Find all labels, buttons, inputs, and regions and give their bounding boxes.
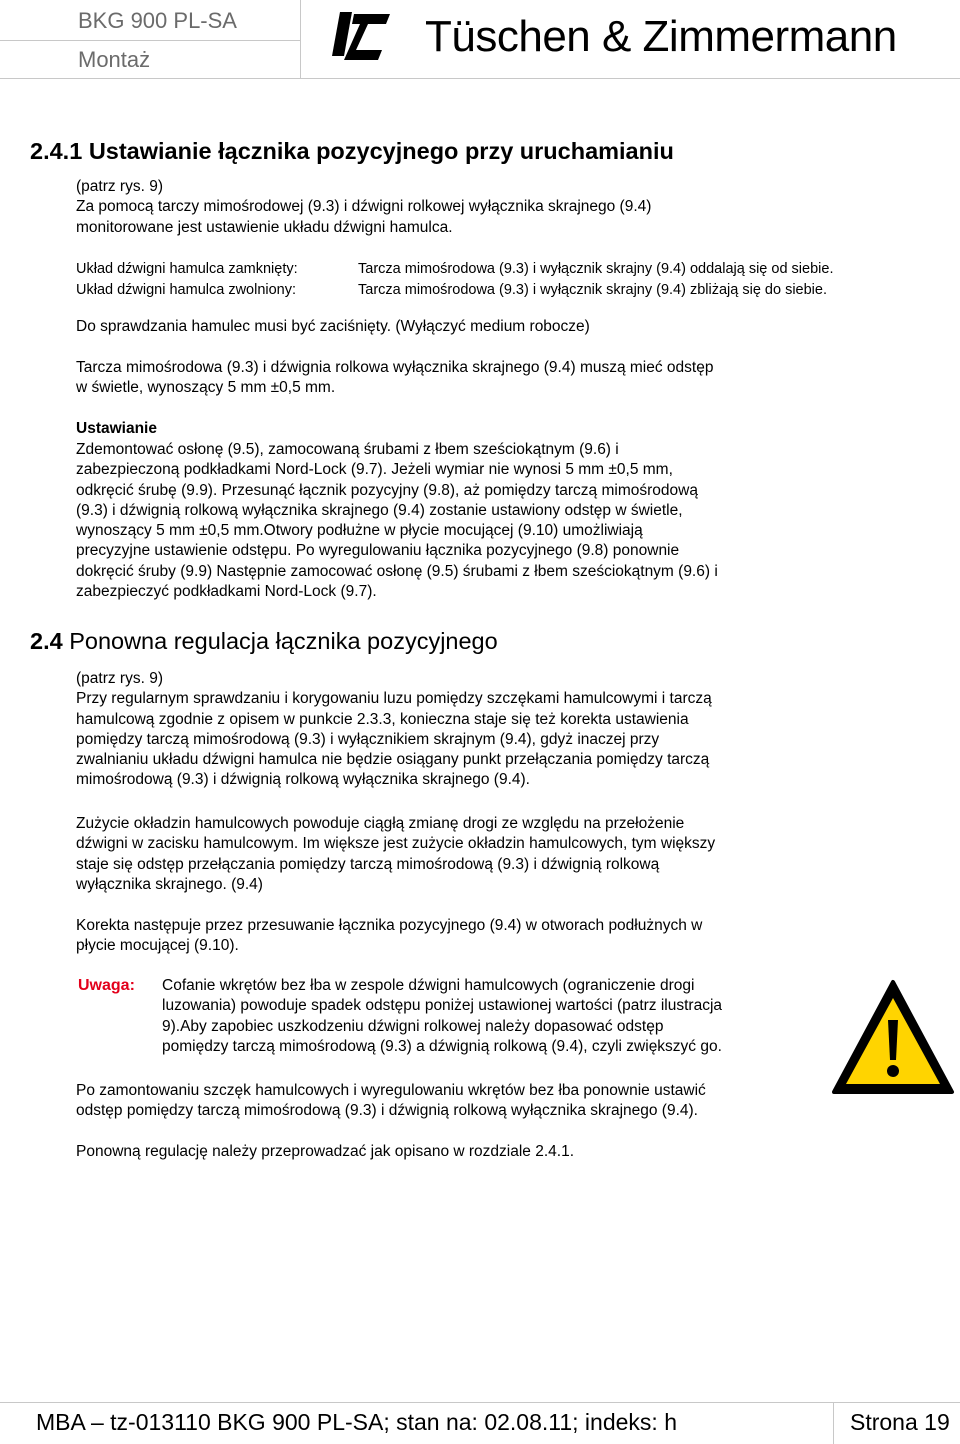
state-value: Tarcza mimośrodowa (9.3) i wyłącznik skrajny (9.4) zbliżają się do siebie.	[358, 282, 827, 298]
section-title: Ponowna regulacja łącznika pozycyjnego	[69, 628, 498, 654]
adjust-heading: Ustawianie	[76, 420, 157, 437]
state-value: Tarcza mimośrodowa (9.3) i wyłącznik skrajny (9.4) oddalają się od siebie.	[358, 261, 834, 277]
header-section: Montaż	[78, 47, 151, 72]
section-title: Ustawianie łącznika pozycyjnego przy uruchamianiu	[88, 138, 674, 164]
header-divider	[0, 40, 300, 41]
intro-paragraph: (patrz rys. 9) Za pomocą tarczy mimośrodowej (9.3) i dźwigni rolkowej wyłącznika skrajnego (9.4) monitorowane jest ustawienie układu dźwigni hamulca.	[76, 178, 652, 236]
state-label: Układ dźwigni hamulca zamknięty:	[76, 261, 298, 277]
page-header	[0, 0, 960, 80]
state-label: Układ dźwigni hamulca zwolniony:	[76, 282, 297, 298]
section-number: 2.4	[30, 628, 63, 654]
paragraph: Korekta następuje przez przesuwanie łącznika pozycyjnego (9.4) w otworach podłużnych w płycie mocującej (9.10).	[76, 917, 703, 955]
company-name: Tüschen & Zimmermann	[425, 12, 897, 61]
section-number: 2.4.1	[30, 138, 83, 164]
brake-state-table	[76, 259, 918, 301]
paragraph: Po zamontowaniu szczęk hamulcowych i wyregulowaniu wkrętów bez łba ponownie ustawić odstęp pomiędzy tarczą mimośrodową (9.3) i dźwignią rolkową wyłącznika skrajnego (9.4).	[76, 1082, 706, 1120]
table-row	[76, 280, 918, 301]
page-number: Strona 19	[850, 1409, 950, 1435]
warning-triangle-icon	[830, 978, 956, 1098]
check-note: Do sprawdzania hamulec musi być zaciśnięty. (Wyłączyć medium robocze)	[76, 318, 590, 335]
header-doc-code: BKG 900 PL-SA	[78, 8, 237, 33]
section-heading	[30, 628, 498, 655]
section-heading	[30, 138, 674, 165]
footer-divider	[0, 1402, 960, 1403]
paragraph: Ponowną regulację należy przeprowadzać jak opisano w rozdziale 2.4.1.	[76, 1143, 575, 1160]
footer-doc-info: MBA – tz-013110 BKG 900 PL-SA; stan na: 02.08.11; indeks: h	[36, 1409, 677, 1435]
paragraph: Zużycie okładzin hamulcowych powoduje ciągłą zmianę drogi ze względu na przełożenie dźwigni w zacisku hamulcowym. Im większe jest zużycie okładzin hamulcowych, tym większy staje się odstęp przełączania pomiędzy tarczą mimośrodową (9.3) i dźwignią rolkową wyłącznika skrajnego. (9.4)	[76, 815, 716, 893]
table-row	[76, 259, 918, 280]
adjust-paragraph: Zdemontować osłonę (9.5), zamocowaną śrubami z łbem sześciokątnym (9.6) i zabezpieczoną podkładkami Nord-Lock (9.7). Jeżeli wymiar nie wynosi 5 mm ±0,5 mm, odkręcić śrubę (9.9). Przesunąć łącznik pozycyjny (9.8), aż pomiędzy tarczą mimośrodową (9.3) i dźwignią rolkową wyłącznika skrajnego (9.4) zostanie ustawiony odstęp w świetle, wynoszący 5 mm ±0,5 mm.Otwory podłużne w płycie mocującej (9.10) umożliwiają precyzyjne ustawienie odstępu. Po wyregulowaniu łącznika pozycyjnego (9.8) ponownie dokręcić śruby (9.9) Następnie zamocować osłonę (9.5) śrubami z łbem sześciokątnym (9.6) i zabezpieczyć podkładkami Nord-Lock (9.7).	[76, 441, 718, 601]
gap-paragraph: Tarcza mimośrodowa (9.3) i dźwignia rolkowa wyłącznika skrajnego (9.4) muszą mieć odstęp w świetle, wynoszący 5 mm ±0,5 mm.	[76, 359, 714, 397]
tz-logo-icon	[330, 6, 394, 62]
note-label: Uwaga:	[78, 977, 135, 994]
header-divider	[0, 78, 960, 79]
note-text: Cofanie wkrętów bez łba w zespole dźwigni hamulcowych (ograniczenie drogi luzowania) powoduje spadek odstępu poniżej ustawionej wartości (patrz ilustracja 9).Aby zapobiec uszkodzeniu dźwigni rolkowej należy dopasować odstęp pomiędzy tarczą mimośrodową (9.3) a dźwignią rolkową (9.4), czyli zwiększyć go.	[162, 977, 723, 1055]
header-divider	[300, 0, 301, 78]
paragraph: (patrz rys. 9) Przy regularnym sprawdzaniu i korygowaniu luzu pomiędzy szczękami hamulcowymi i tarczą hamulcową zgodnie z opisem w punkcie 2.3.3, konieczna staje się też korekta ustawienia pomiędzy tarczą mimośrodową (9.3) i wyłącznikiem skrajnym (9.4), gdyż inaczej przy zwalnianiu układu dźwigni hamulca nie będzie osiągany punkt przełączania pomiędzy tarczą mimośrodową (9.3) i dźwignią rolkową wyłącznika skrajnego (9.4).	[76, 670, 712, 789]
footer-divider	[833, 1402, 834, 1444]
